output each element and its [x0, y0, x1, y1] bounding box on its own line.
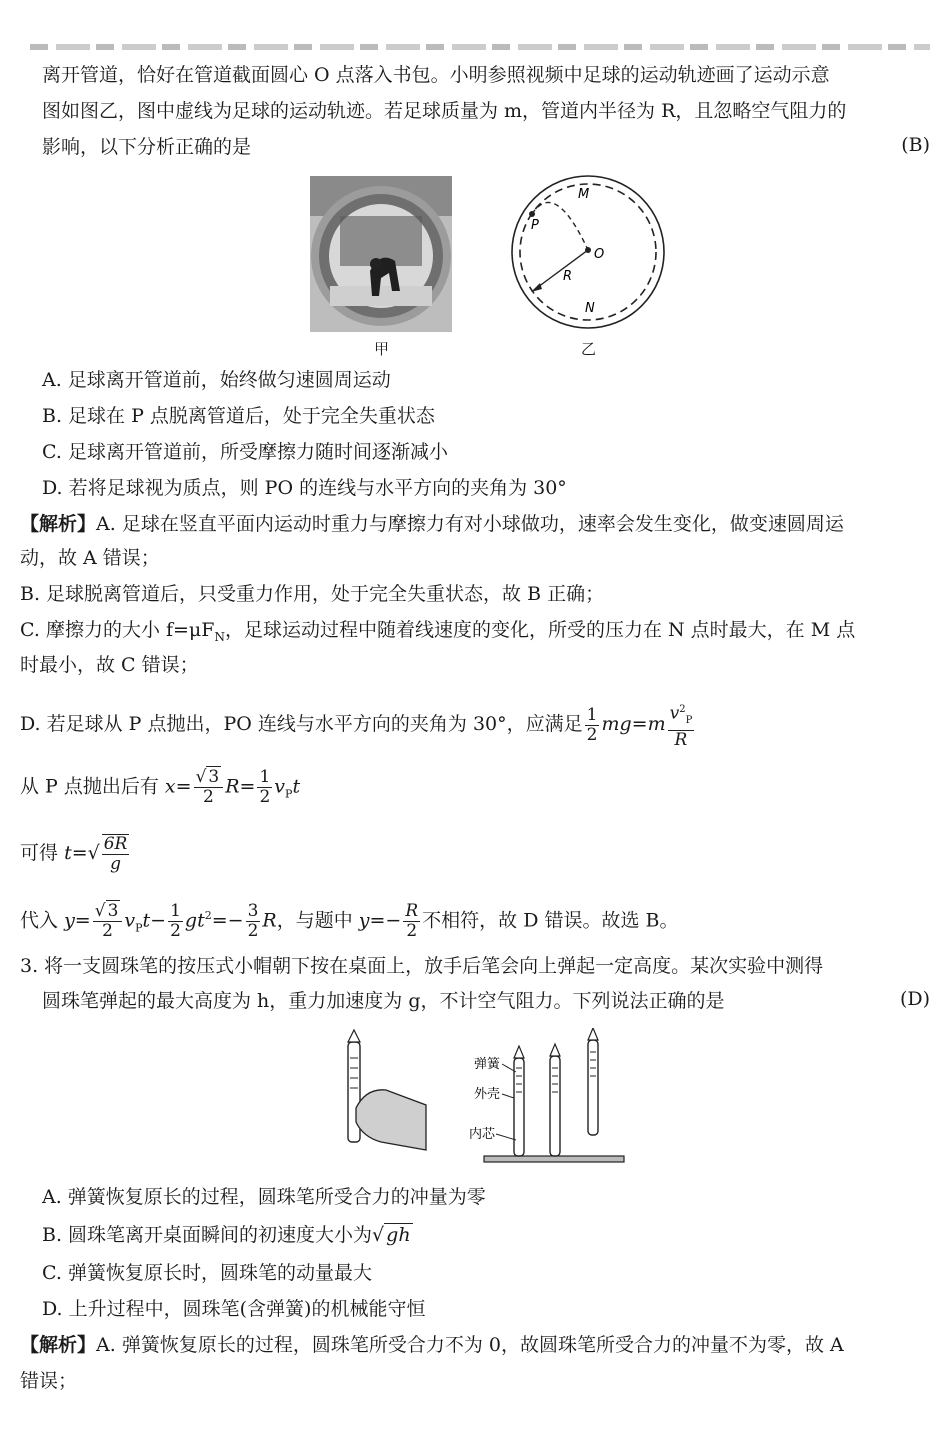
- q3-option-d: D. 上升过程中，圆珠笔(含弹簧)的机械能守恒: [42, 1298, 426, 1320]
- q3-option-b: B. 圆珠笔离开桌面瞬间的初速度大小为√ gh: [42, 1224, 411, 1246]
- q3-option-a: A. 弹簧恢复原长的过程，圆珠笔所受合力的冲量为零: [42, 1186, 486, 1208]
- label-N: N: [585, 301, 595, 316]
- q2-analysis-d-line2: 从 P 点抛出后有 x= $\frac{√ 3}{2}$ R= $\frac{1}{2}$ $v_Pt$: [20, 767, 301, 807]
- q2-option-a: A. 足球离开管道前，始终做匀速圆周运动: [42, 369, 391, 391]
- label-O: O: [594, 247, 605, 262]
- q2-stem-line-1: 离开管道，恰好在管道截面圆心 O 点落入书包。小明参照视频中足球的运动轨迹画了运动示意: [42, 64, 830, 86]
- q2-analysis-c-line2: 时最小，故 C 错误；: [20, 654, 199, 676]
- q2-analysis-d-line4: 代入 y= $\frac{√ 3}{2}$ $v_Pt-$ $\frac{1}{2}$ $gt^2=-$ $\frac{3}{2}$ R，与题中 y=− $\frac{R}{2}$ 不相符，故 D 错误。故选 B。: [20, 901, 679, 941]
- q2-analysis-b: B. 足球脱离管道后，只受重力作用，处于完全失重状态，故 B 正确；: [20, 583, 605, 605]
- q2-stem-line-2: 图如图乙，图中虚线为足球的运动轨迹。若足球质量为 m，管道内半径为 R，且忽略空气阻力的: [42, 100, 847, 122]
- figure-caption-yi: 乙: [581, 340, 597, 358]
- label-M: M: [578, 187, 590, 202]
- label-spring: 弹簧: [474, 1057, 501, 1072]
- label-shell: 外壳: [474, 1087, 501, 1102]
- q2-analysis-d-line3: 可得 t=√ $\frac{6R}{g}$: [20, 834, 128, 874]
- q3-answer: (D): [899, 988, 930, 1010]
- cropped-previous-line: [30, 44, 930, 50]
- pipe-photo-figure: [310, 176, 452, 332]
- figure-caption-jia: 甲: [374, 340, 390, 358]
- label-core: 内芯: [469, 1127, 496, 1142]
- q2-analysis-a-line2: 动，故 A 错误；: [20, 547, 160, 569]
- q2-option-d: D. 若将足球视为质点，则 PO 的连线与水平方向的夹角为 30°: [42, 477, 567, 499]
- pen-spring-figure: [336, 1028, 628, 1168]
- q2-analysis-d-line1: D. 若足球从 P 点抛出，PO 连线与水平方向的夹角为 30°，应满足 $\frac{1}{2}$ mg=m $\frac{v^2_P}{R}$: [20, 700, 696, 750]
- q2-stem-line-3: 影响，以下分析正确的是: [42, 136, 252, 158]
- q2-option-b: B. 足球在 P 点脱离管道后，处于完全失重状态: [42, 405, 435, 427]
- q2-analysis-c-line1: C. 摩擦力的大小 $f=\mu F_N$，足球运动过程中随着线速度的变化，所受的压力在 N 点时最大，在 M 点: [20, 619, 856, 644]
- q3-option-c: C. 弹簧恢复原长时，圆珠笔的动量最大: [42, 1262, 372, 1284]
- label-P: P: [531, 218, 539, 233]
- label-R: R: [563, 269, 573, 284]
- q3-analysis-line1: 【解析】A. 弹簧恢复原长的过程，圆珠笔所受合力不为 0，故圆珠笔所受合力的冲量不为零，故 A: [20, 1334, 844, 1356]
- q3-analysis-line2: 错误；: [20, 1370, 78, 1392]
- q2-option-c: C. 足球离开管道前，所受摩擦力随时间逐渐减小: [42, 441, 448, 463]
- q2-answer: (B): [901, 134, 930, 156]
- q2-analysis-a-line1: 【解析】A. 足球在竖直平面内运动时重力与摩擦力有对小球做功，速率会发生变化，做变速圆周运: [20, 513, 844, 535]
- analysis-tag: 【解析】: [20, 513, 97, 535]
- circle-trajectory-diagram: [500, 174, 676, 330]
- q3-stem-line-1: 3. 将一支圆珠笔的按压式小帽朝下按在桌面上，放手后笔会向上弹起一定高度。某次实验中测得: [20, 955, 824, 977]
- q3-stem-line-2: 圆珠笔弹起的最大高度为 h，重力加速度为 g，不计空气阻力。下列说法正确的是: [42, 990, 725, 1012]
